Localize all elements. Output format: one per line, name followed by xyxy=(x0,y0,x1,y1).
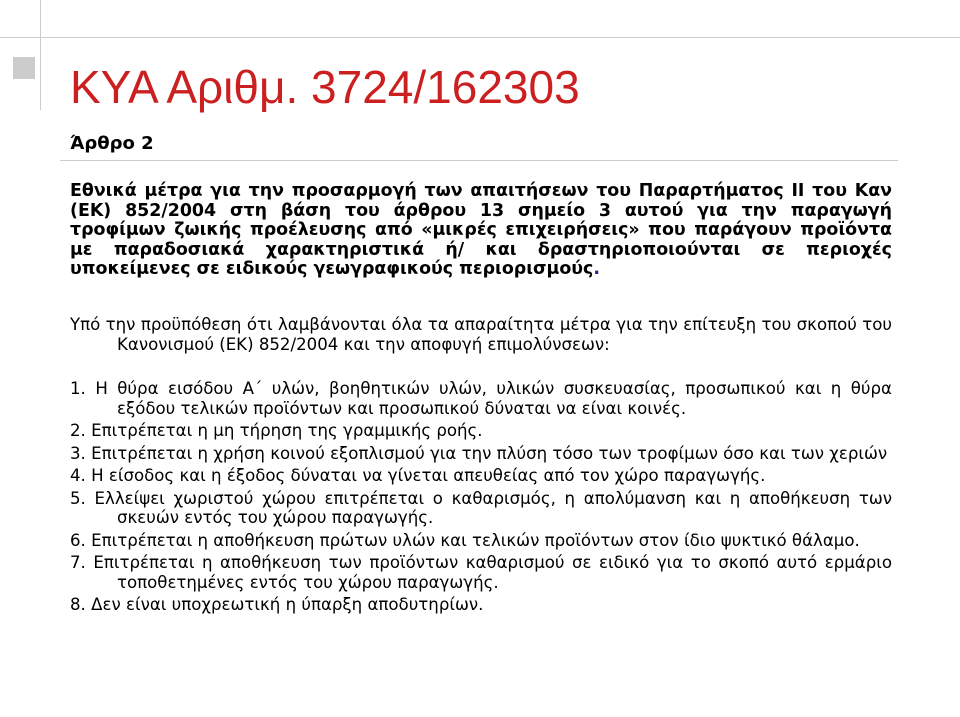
left-accent-square xyxy=(13,57,35,79)
bottom-horizontal-rule xyxy=(60,160,898,161)
item-text: Επιτρέπεται η αποθήκευση πρώτων υλών και τελικών προϊόντων στον ίδιο ψυκτικό θάλαμο. xyxy=(91,530,860,550)
item-number: 4. xyxy=(70,466,86,485)
item-text: Επιτρέπεται η χρήση κοινού εξοπλισμού για την πλύση τόσο των τροφίμων όσο και των χεριών xyxy=(91,443,888,463)
list-item xyxy=(70,489,892,528)
item-text: Επιτρέπεται η μη τήρηση της γραμμικής ροής. xyxy=(91,421,483,440)
list-item xyxy=(70,444,892,464)
item-number: 8. xyxy=(70,595,86,614)
item-text: Ελλείψει χωριστού χώρου επιτρέπεται ο καθαρισμός, η απολύμανση και η αποθήκευση των σκευών εντός του χώρου παραγωγής. xyxy=(94,488,892,527)
list-item xyxy=(70,531,892,551)
slide-title: ΚΥΑ Αριθμ. 3724/162303 xyxy=(70,61,580,113)
list-item xyxy=(70,466,892,486)
item-text: Δεν είναι υποχρεωτική η ύπαρξη αποδυτηρίων. xyxy=(91,595,484,614)
list-item xyxy=(70,595,892,615)
item-number: 1. xyxy=(70,379,86,398)
list-item xyxy=(70,421,892,441)
item-number: 6. xyxy=(70,530,86,550)
top-horizontal-rule xyxy=(0,37,960,38)
list-item xyxy=(70,379,892,418)
item-number: 2. xyxy=(70,421,86,440)
article-label: Άρθρο 2 xyxy=(70,133,154,154)
item-number: 5. xyxy=(70,488,86,508)
left-vertical-rule xyxy=(40,0,41,110)
heading-text: Εθνικά μέτρα για την προσαρμογή των απαιτήσεων του Παραρτήματος ΙΙ του Καν (ΕΚ) 852/2004 στη βάση του άρθρου 13 σημείο 3 αυτού για την παραγωγή τροφίμων ζωικής προέλευσης από «μικρές επιχειρήσεις» που παράγουν προϊόντα με παραδοσιακά χαρακτηριστικά ή/ και δραστηριοποιούνται σε περιοχές υποκείμενες σε ειδικούς γεωγραφικούς περιορισμούς xyxy=(70,181,892,279)
heading-period: . xyxy=(593,259,600,279)
intro-paragraph xyxy=(70,315,892,355)
item-text: Επιτρέπεται η αποθήκευση των προϊόντων καθαρισμού σε ειδικό για το σκοπό αυτό ερμάριο τοποθετημένες εντός του χώρου παραγωγής. xyxy=(93,553,893,592)
intro-text: Υπό την προϋπόθεση ότι λαμβάνονται όλα τα απαραίτητα μέτρα για την επίτευξη του σκοπού του Κανονισμού (ΕΚ) 852/2004 και την αποφυγή επιμολύνσεων: xyxy=(70,315,892,354)
measures-list xyxy=(70,379,892,618)
article-heading xyxy=(70,182,892,280)
list-item xyxy=(70,553,892,592)
item-text: Η θύρα εισόδου Α΄ υλών, βοηθητικών υλών, υλικών συσκευασίας, προσωπικού και η θύρα εξόδου τελικών προϊόντων και προσωπικού δύναται να είναι κοινές. xyxy=(95,379,892,418)
item-number: 3. xyxy=(70,443,86,463)
item-number: 7. xyxy=(70,553,86,572)
item-text: Η είσοδος και η έξοδος δύναται να γίνεται απευθείας από τον χώρο παραγωγής. xyxy=(91,466,766,485)
